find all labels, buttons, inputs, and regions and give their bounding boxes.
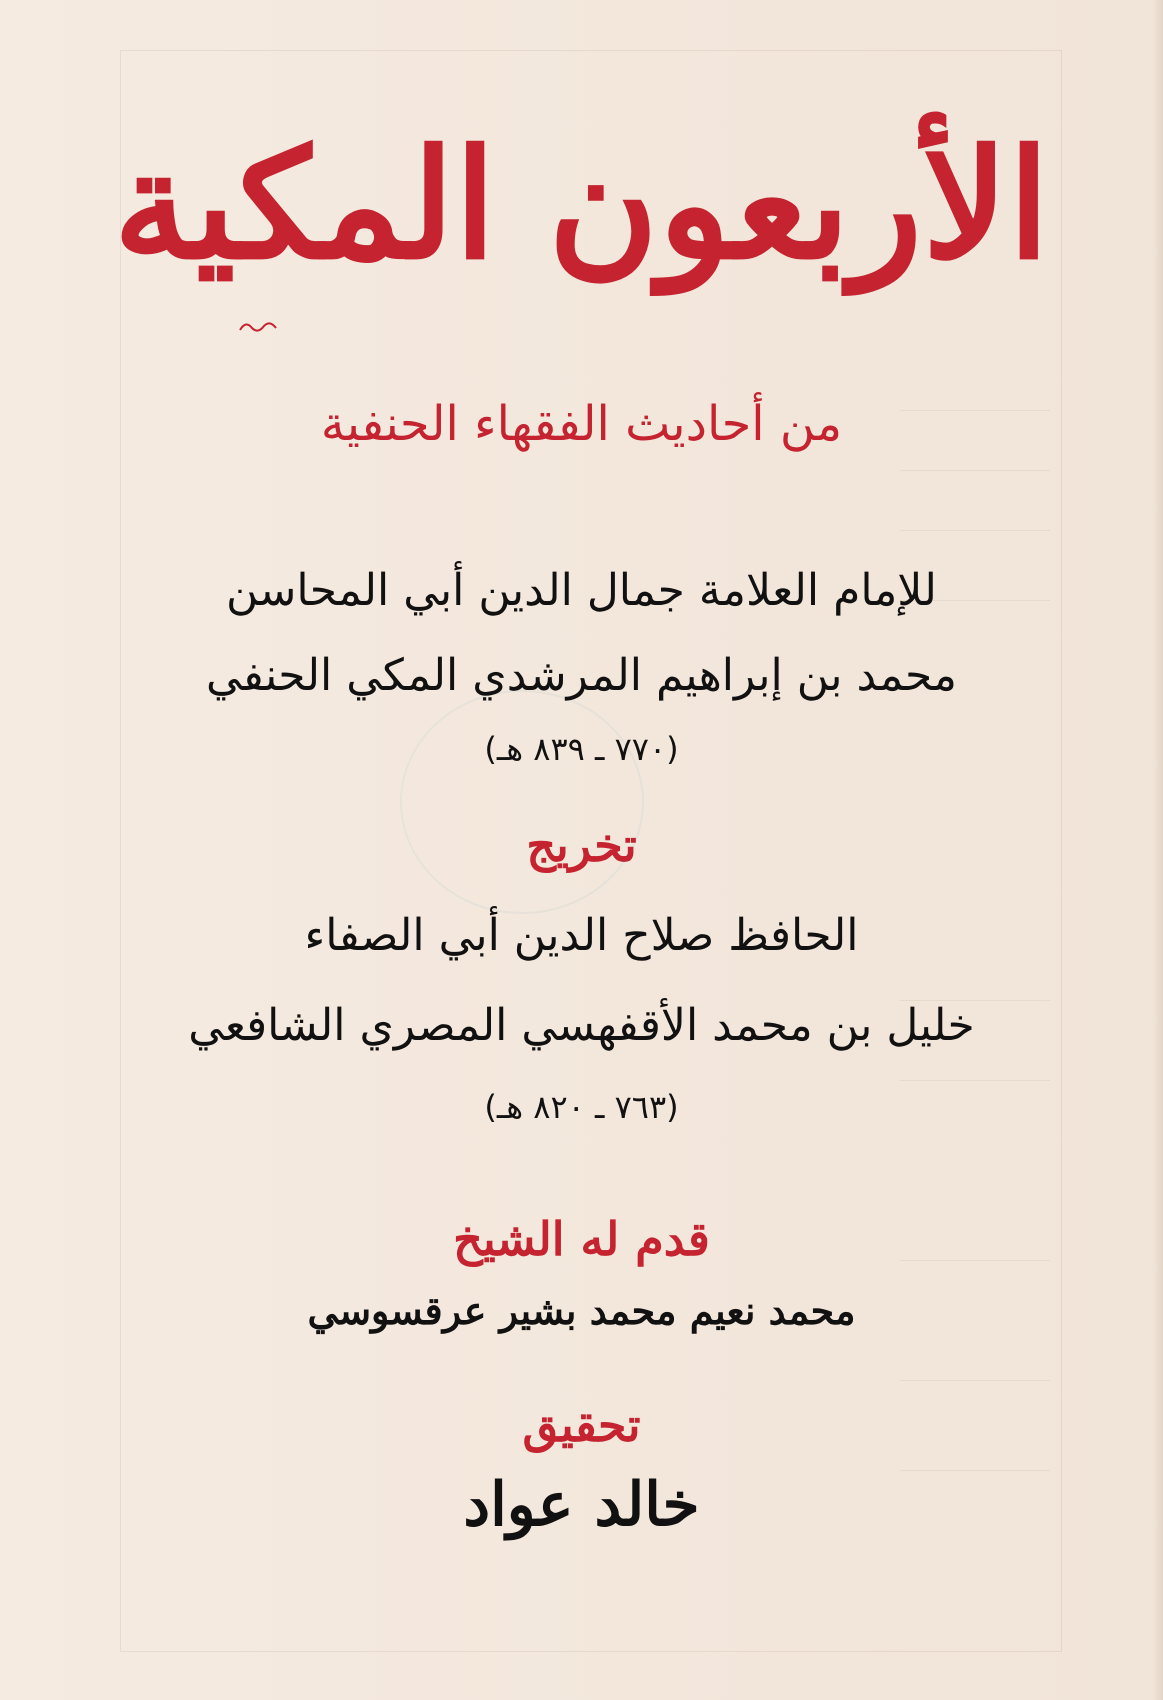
book-subtitle: من أحاديث الفقهاء الحنفية	[320, 396, 843, 452]
author-line-2: محمد بن إبراهيم المرشدي المكي الحنفي	[206, 650, 957, 701]
takhrij-heading: تخريج	[526, 818, 637, 872]
book-title: الأربعون المكية	[113, 117, 1050, 293]
author-line-1: للإمام العلامة جمال الدين أبي المحاسن	[226, 565, 937, 616]
takhrij-line-1: الحافظ صلاح الدين أبي الصفاء	[304, 910, 859, 961]
ornament-icon	[238, 318, 278, 336]
takhrij-dates: (٧٦٣ ـ ٨٢٠ هـ)	[484, 1088, 679, 1126]
introduction-heading: قدم له الشيخ	[453, 1212, 710, 1266]
author-dates: (٧٧٠ ـ ٨٣٩ هـ)	[484, 730, 679, 768]
tahqiq-heading: تحقيق	[522, 1398, 641, 1452]
takhrij-line-2: خليل بن محمد الأقفهسي المصري الشافعي	[188, 1000, 975, 1051]
introduction-name: محمد نعيم محمد بشير عرقسوسي	[307, 1288, 856, 1333]
editor-name: خالد عواد	[463, 1470, 700, 1540]
